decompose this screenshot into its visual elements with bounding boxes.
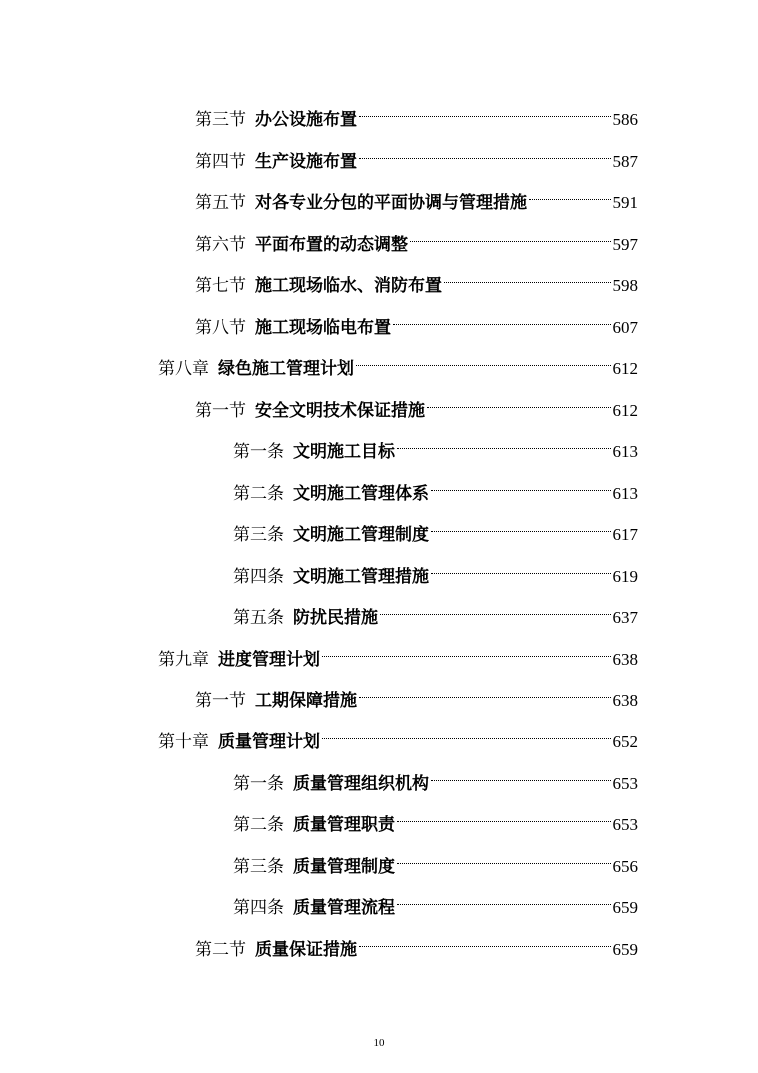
toc-entry-number: 第三条	[233, 525, 284, 545]
dot-leader	[427, 386, 611, 416]
dot-leader	[431, 552, 611, 582]
toc-entry-page: 597	[612, 235, 638, 254]
toc-entry[interactable]	[195, 137, 638, 172]
toc-entry-number: 第五条	[233, 608, 284, 628]
toc-entry-page: 598	[612, 276, 638, 295]
toc-entry-title: 工期保障措施	[255, 691, 357, 711]
toc-entry-page: 591	[612, 193, 638, 212]
toc-entry-number: 第一节	[195, 691, 246, 711]
toc-entry-page: 612	[612, 359, 638, 378]
toc-entry-page: 619	[612, 567, 638, 586]
toc-entry-number: 第五节	[195, 193, 246, 213]
toc-entry-title: 安全文明技术保证措施	[255, 401, 425, 421]
toc-entry[interactable]	[195, 303, 638, 338]
dot-leader	[410, 220, 611, 250]
toc-entry-page: 612	[612, 401, 638, 420]
toc-entry-page: 638	[612, 691, 638, 710]
dot-leader	[359, 925, 611, 955]
toc-entry-number: 第二条	[233, 815, 284, 835]
toc-entry-page: 607	[612, 318, 638, 337]
toc-entry-page: 586	[612, 110, 638, 129]
toc-entry-number: 第四条	[233, 898, 284, 918]
toc-entry-page: 617	[612, 525, 638, 544]
dot-leader	[431, 469, 611, 499]
dot-leader	[444, 261, 611, 291]
toc-entry-chapter[interactable]	[158, 344, 638, 379]
dot-leader	[322, 635, 611, 665]
toc-entry-chapter[interactable]	[158, 635, 638, 670]
toc-entry-article[interactable]	[233, 427, 638, 462]
dot-leader	[393, 303, 611, 333]
toc-entry-article[interactable]	[233, 469, 638, 504]
dot-leader	[359, 137, 611, 167]
toc-entry-title: 质量管理制度	[293, 857, 395, 877]
toc-entry-title: 质量管理流程	[293, 898, 395, 918]
toc-entry[interactable]	[195, 261, 638, 296]
toc-entry-page: 613	[612, 484, 638, 503]
toc-entry-page: 652	[612, 732, 638, 751]
toc-entry-page: 656	[612, 857, 638, 876]
toc-entry-number: 第六节	[195, 235, 246, 255]
toc-entry-number: 第二条	[233, 484, 284, 504]
toc-entry[interactable]	[195, 220, 638, 255]
dot-leader	[397, 842, 611, 872]
toc-entry-title: 文明施工管理体系	[293, 484, 429, 504]
dot-leader	[359, 95, 611, 125]
toc-entry-title: 平面布置的动态调整	[255, 235, 408, 255]
toc-entry[interactable]	[195, 386, 638, 421]
toc-entry-number: 第八章	[158, 359, 209, 379]
dot-leader	[431, 759, 611, 789]
toc-entry-article[interactable]	[233, 552, 638, 587]
toc-entry-page: 587	[612, 152, 638, 171]
toc-entry-page: 659	[612, 940, 638, 959]
dot-leader	[397, 883, 611, 913]
toc-entry-number: 第一节	[195, 401, 246, 421]
toc-entry-title: 质量管理计划	[218, 732, 320, 752]
toc-entry-page: 653	[612, 774, 638, 793]
toc-entry[interactable]	[195, 676, 638, 711]
toc-entry-number: 第十章	[158, 732, 209, 752]
toc-entry-chapter[interactable]	[158, 717, 638, 752]
dot-leader	[322, 717, 611, 747]
dot-leader	[431, 510, 611, 540]
toc-entry-number: 第七节	[195, 276, 246, 296]
toc-entry-title: 生产设施布置	[255, 152, 357, 172]
toc-entry-number: 第一条	[233, 774, 284, 794]
toc-entry-title: 质量管理组织机构	[293, 774, 429, 794]
dot-leader	[356, 344, 611, 374]
toc-entry-title: 质量管理职责	[293, 815, 395, 835]
toc-entry-number: 第三条	[233, 857, 284, 877]
toc-entry-page: 638	[612, 650, 638, 669]
toc-entry-title: 施工现场临水、消防布置	[255, 276, 442, 296]
dot-leader	[380, 593, 611, 623]
page-number: 10	[373, 1037, 385, 1049]
toc-entry-number: 第三节	[195, 110, 246, 130]
toc-entry-title: 对各专业分包的平面协调与管理措施	[255, 193, 527, 213]
toc-entry-title: 文明施工管理制度	[293, 525, 429, 545]
toc-entry-number: 第四节	[195, 152, 246, 172]
dot-leader	[397, 427, 611, 457]
toc-entry-number: 第一条	[233, 442, 284, 462]
toc-entry-page: 637	[612, 608, 638, 627]
toc-entry-article[interactable]	[233, 842, 638, 877]
toc-entry-title: 质量保证措施	[255, 940, 357, 960]
toc-entry[interactable]	[195, 178, 638, 213]
toc-entry[interactable]	[195, 95, 638, 130]
toc-entry-article[interactable]	[233, 759, 638, 794]
toc-entry-article[interactable]	[233, 510, 638, 545]
toc-entry-page: 653	[612, 815, 638, 834]
toc-entry-number: 第九章	[158, 650, 209, 670]
toc-entry-page: 659	[612, 898, 638, 917]
toc-entry-number: 第八节	[195, 318, 246, 338]
toc-entry-title: 文明施工管理措施	[293, 567, 429, 587]
toc-entry-number: 第二节	[195, 940, 246, 960]
toc-entry[interactable]	[195, 925, 638, 960]
toc-entry-article[interactable]	[233, 593, 638, 628]
toc-entry-article[interactable]	[233, 883, 638, 918]
toc-entry-title: 办公设施布置	[255, 110, 357, 130]
toc-entry-number: 第四条	[233, 567, 284, 587]
dot-leader	[397, 800, 611, 830]
toc-entry-title: 文明施工目标	[293, 442, 395, 462]
toc-entry-title: 进度管理计划	[218, 650, 320, 670]
toc-entry-page: 613	[612, 442, 638, 461]
toc-entry-title: 防扰民措施	[293, 608, 378, 628]
dot-leader	[359, 676, 611, 706]
toc-entry-article[interactable]	[233, 800, 638, 835]
toc-entry-title: 施工现场临电布置	[255, 318, 391, 338]
toc-entry-title: 绿色施工管理计划	[218, 359, 354, 379]
dot-leader	[529, 178, 611, 208]
